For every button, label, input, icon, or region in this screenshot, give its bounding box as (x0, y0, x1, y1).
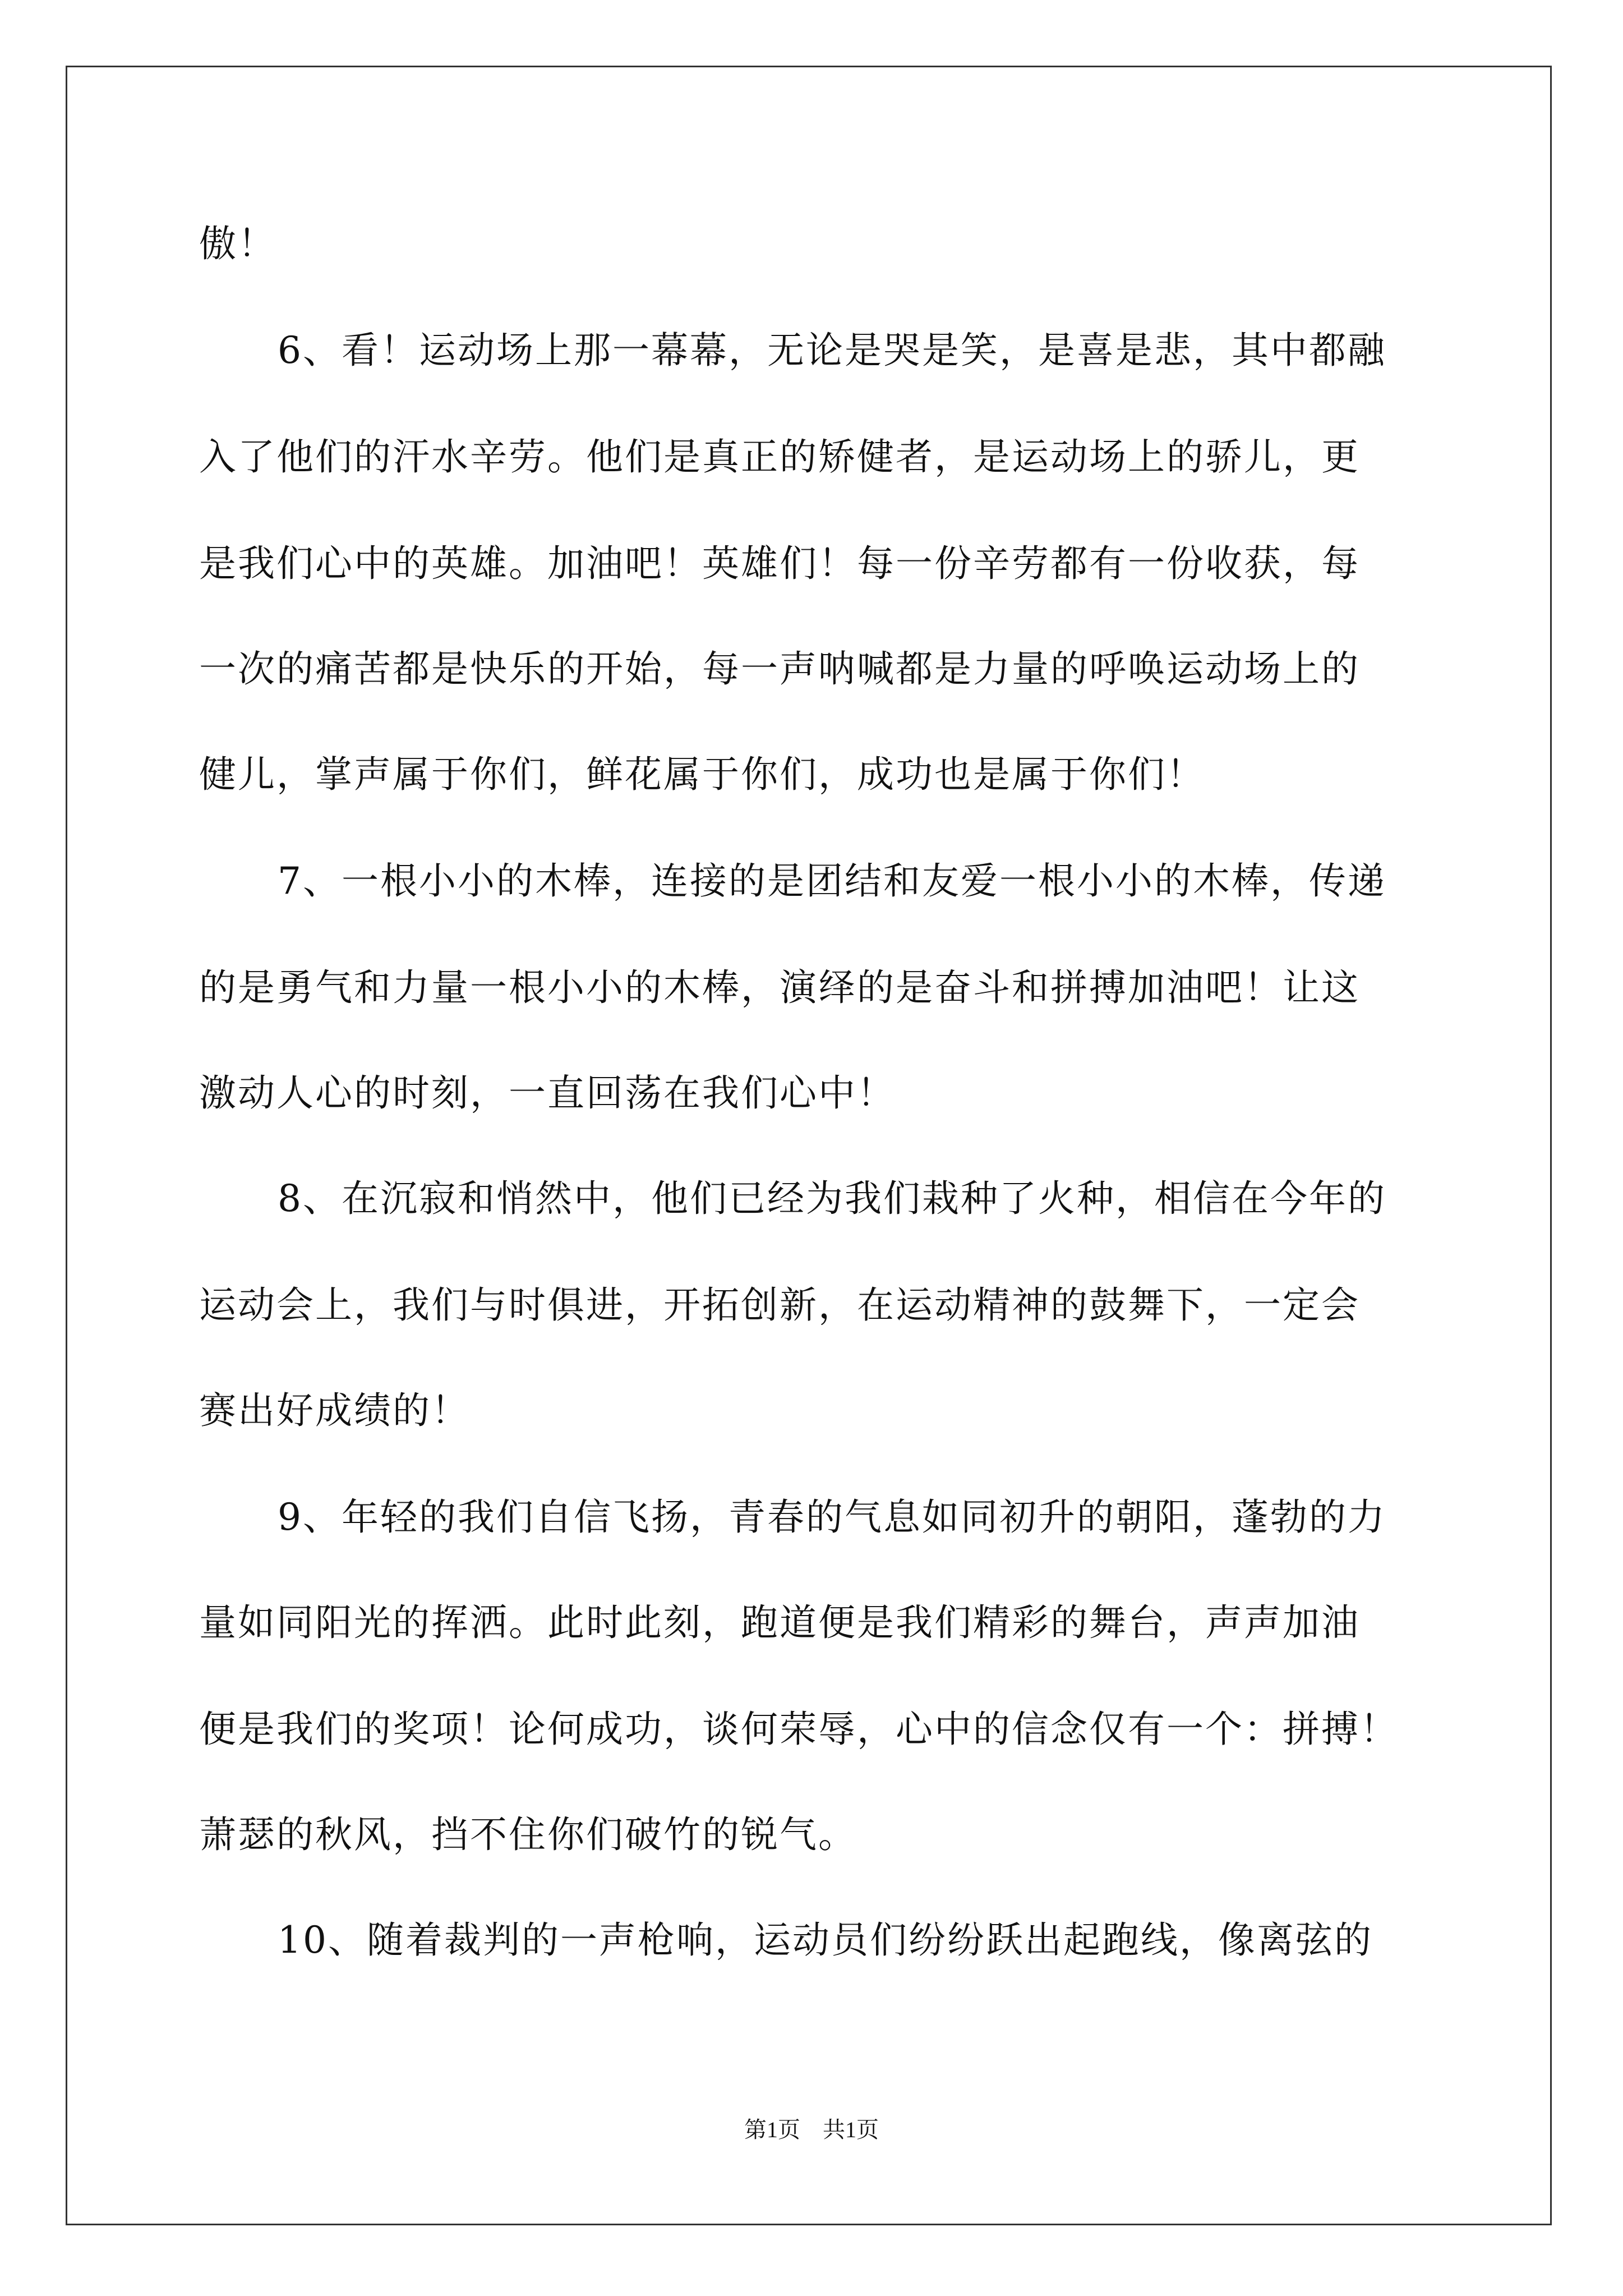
text-line: 是我们心中的英雄。加油吧！英雄们！每一份辛劳都有一份收获，每 (199, 542, 1360, 585)
text-line: 10、随着裁判的一声枪响，运动员们纷纷跃出起跑线，像离弦的 (278, 1918, 1373, 1962)
text-line: 傲！ (199, 222, 276, 265)
page-footer: 第1页 共1页 (744, 2117, 879, 2142)
text-line: 赛出好成绩的！ (199, 1389, 470, 1432)
text-line: 萧瑟的秋风，挡不住你们破竹的锐气。 (199, 1813, 857, 1856)
text-line: 健儿，掌声属于你们，鲜花属于你们，成功也是属于你们！ (199, 753, 1205, 796)
text-line: 8、在沉寂和悄然中，他们已经为我们栽种了火种，相信在今年的 (278, 1177, 1386, 1220)
text-line: 6、看！运动场上那一幕幕，无论是哭是笑，是喜是悲，其中都融 (278, 329, 1386, 372)
text-line: 运动会上，我们与时俱进，开拓创新，在运动精神的鼓舞下，一定会 (199, 1283, 1360, 1327)
text-line: 入了他们的汗水辛劳。他们是真正的矫健者，是运动场上的骄儿，更 (199, 435, 1360, 478)
text-line: 激动人心的时刻，一直回荡在我们心中！ (199, 1071, 896, 1115)
text-line: 一次的痛苦都是快乐的开始，每一声呐喊都是力量的呼唤运动场上的 (199, 647, 1360, 691)
text-line: 的是勇气和力量一根小小的木棒，演绎的是奋斗和拼搏加油吧！让这 (199, 966, 1360, 1009)
page-border (66, 66, 1552, 2225)
text-line: 7、一根小小的木棒，连接的是团结和友爱一根小小的木棒，传递 (278, 859, 1386, 903)
text-line: 9、年轻的我们自信飞扬，青春的气息如同初升的朝阳，蓬勃的力 (278, 1496, 1386, 1539)
text-line: 量如同阳光的挥洒。此时此刻，跑道便是我们精彩的舞台，声声加油 (199, 1601, 1360, 1644)
text-line: 便是我们的奖项！论何成功，谈何荣辱，心中的信念仅有一个：拼搏！ (199, 1708, 1399, 1751)
